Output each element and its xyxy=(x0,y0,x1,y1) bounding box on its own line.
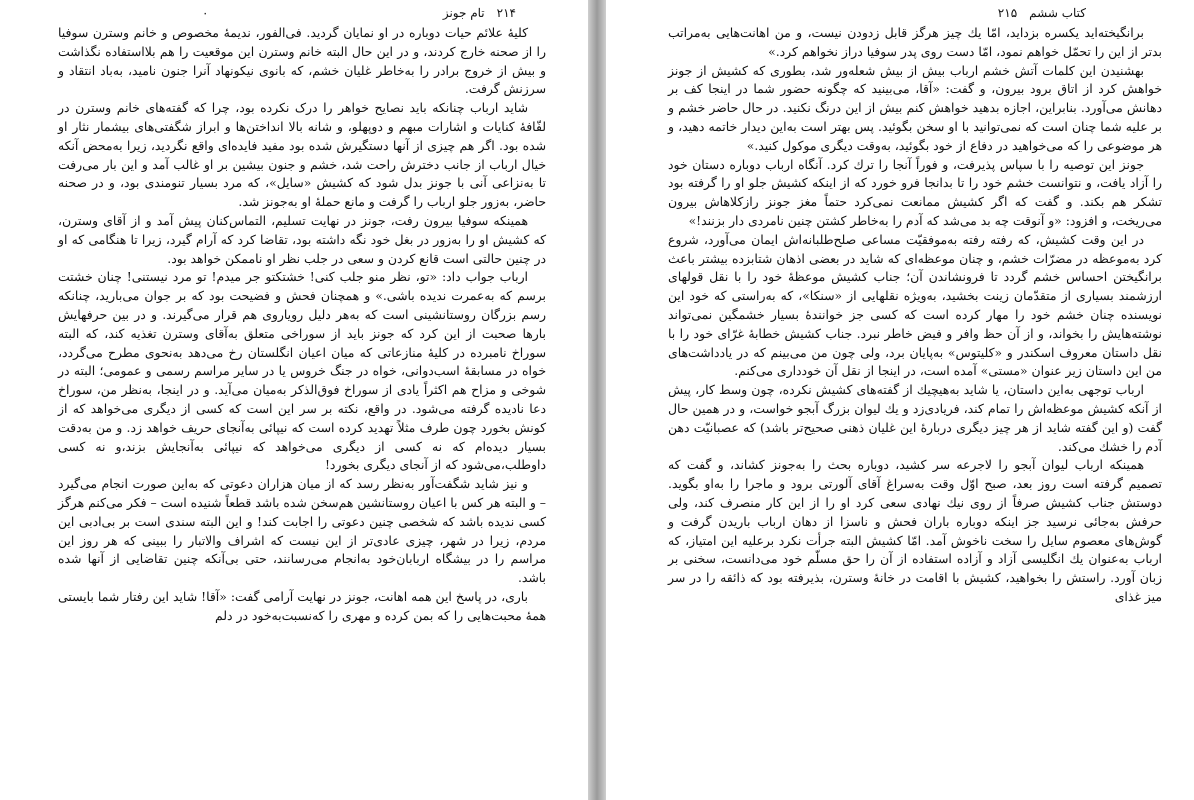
paragraph: باری، در پاسخ این همه اهانت، جونز در نهایت آرامی گفت: «آقا! شاید این رفتار شما بایستی همهٔ محبت‌هایی را که بمن کرده و مهری را که‌نسبت‌به‌خود در دلم xyxy=(58,588,546,623)
left-page-text xyxy=(58,24,546,626)
right-page xyxy=(606,0,1194,800)
right-page-number: ۲۱۵ xyxy=(997,6,1018,20)
paragraph: شاید ارباب چنانکه باید نصایح خواهر را درک نکرده بود، چرا که گفته‌های خانم وسترن در لفّافهٔ کنایات و اشارات مبهم و دوپهلو، و شانه بالا انداختن‌ها و ابراز شگفتی‌های بیشمار نثار او شده بود. اگر هم چیزی از آنها دستگیرش شده بود مفید فایده‌ای واقع نگردید، زیرا به‌محض آنکه خیال ارباب از جانب دخترش راحت شد، خشم و جنون بیشین بر او غالب آمد و این بار می‌رفت تا به‌نزاعی آنی با جونز بدل شود که کشیش «سایل»، که مرد بسیار تنومندی بود، و در صحنه حاضر، به‌زور جلو ارباب را گرفت و مانع حملهٔ او به‌جونز شد. xyxy=(58,100,546,210)
paragraph: و نیز شاید شگفت‌آور به‌نظر رسد که از میان هزاران دعوتی که به‌این صورت انجام می‌گیرد – و البته هر کس با اعیان روستانشین هم‌سخن شده باشد قطعاً شنیده است – فکر می‌کنم هرگز کسی ندیده باشد که شخصی چنین دعوتی را اجابت کند! و این البته سندی است بر بی‌ادبی این مردم، زیرا در شهر، چیزی عادی‌تر از این نیست که اشراف والاتبار را ببینی که هر روز این مراسم را در بیشگاه اربابان‌خود به‌انجام می‌رسانند، حتی بی‌آنکه چنین تقاضایی از آنها شده باشد. xyxy=(58,476,546,586)
book-gutter xyxy=(588,0,606,800)
left-page xyxy=(0,0,588,800)
paragraph: همینکه ارباب لیوان آبجو را لاجرعه سر کشید، دوباره بحث را به‌جونز کشاند، و گفت که تصمیم گرفته است روز بعد، صبح اوّل وقت به‌سراغ آقای آلورتی برود و ماجرا را به‌او بگوید. دوستش جناب کشیش صرفاً از روی نیك نهادی سعی کرد او را از این کار منصرف کند، ولی حرفش به‌جائی نرسید جز اینکه دوباره باران فحش و ناسزا از دهان ارباب باریدن گرفت و گوش‌های معصوم سایل را سخت ناخوش آمد. امّا کشیش البته جرأت نکرد برعلیه این امتیاز، که ارباب به‌عنوان یك انگلیسی آزاد و آزاده استفاده از آن را حق مسلّم خود می‌دانست، سخنی بر زبان آورد. راستش را بخواهید، کشیش با اقامت در خانهٔ وسترن، بذیرفته بود که ذائقه را در سر میز غذای xyxy=(668,457,1162,604)
left-page-number: ۲۱۴ xyxy=(496,6,516,20)
paragraph: ارباب جواب داد: «تو، نظر منو جلب کنی! خشتکتو جر میدم! تو مرد نیستنی! چنان خشتت برسم که به‌عمرت ندیده باشی.» و همچنان فحش و فضیحت بود که بر جوان می‌بارید، چنانکه رسم بزرگان روستانشینی است که به‌هر دلیل رویاروی هم قرار می‌گیرند. و در بین حرفهایش بارها صحبت از این کرد که جونز باید از سوراخی متعلق به‌آقای وسترن تغذیه کند، که البته سوراخ نامبرده در کلیهٔ منازعاتی که میان اعیان انگلستان رخ می‌دهد به‌نحوی مطرح می‌گردد، خواه در مسابقهٔ اسب‌دوانی، خواه در جنگ خروس یا در سایر مراسم رسمی و عمومی؛ البته در شوخی و مزاح هم اکثراً یادی از سوراخ فوق‌الذکر به‌میان می‌آید. و در اینجا، به‌نظر من، سوراخ دعا نادیده گرفته می‌شود. در واقع، نکته بر سر این است که کسی از دیگری می‌خواهد که از کونش بخورد چون طرف مثلاً تهدید کرده است که نیپائی به‌آنجای حریف خواهد زد. و من به‌دقت بسیار دیده‌ام که نه کسی از دیگری می‌خواهد که نیپائی به‌آنجایش بزند،و نه کسی داوطلب،می‌شود که از آنجای دیگری بخورد! xyxy=(58,269,546,473)
paragraph: ارباب توجهی به‌این داستان، یا شاید به‌هیچیك از گفته‌های کشیش نکرده، چون وسط کار، پیش از آنکه کشیش موعظه‌اش را تمام کند، فریادی‌زد و یك لیوان بزرگ آبجو خواست، و در همین حال گفت (و این گفته شاید از هر چیز دیگری دربارهٔ این غلیان ذهنی صحیح‌تر باشد) که عصبانیّت دهن آدم را خشك می‌كند. xyxy=(668,382,1162,454)
paragraph: جونز این توصیه را با سپاس پذیرفت، و فوراً آنجا را ترك كرد. آنگاه ارباب دوباره دستان خود را آزاد یافت، و نتوانست خشم خود را تا بدانجا فرو خورد که از اینکه کشیش جلو او را گرفته بود تشکر هم بکند. و گفت که اگر کشیش ممانعت نمی‌کرد حتماً مغز جونز رازکلاهاش بیرون می‌ریخت، و افزود: «و آنوقت چه بد می‌شد که آدم را به‌خاطر کشتن چنین نامردی دار بزنند!» xyxy=(668,156,1162,228)
stray-mark: ۰ xyxy=(202,6,209,20)
right-running-head xyxy=(998,2,1086,24)
right-running-title: کتاب ششم xyxy=(1029,6,1086,20)
paragraph: در این وقت کشیش، که رفته رفته به‌موفقیّت مساعی صلح‌طلبانه‌اش ایمان می‌آورد، شروع کرد به‌موعظه در مضرّات خشم، و چنان موعظه‌ای که شاید در بعضی اذهان شتابزده بیشتر باعث برانگیختن احساس خشم گردد تا فرونشاندن آن؛ جناب کشیش موعظهٔ خود را با نقل قولهای ارزشمند بسیاری از متقدّمان زینت بخشید، به‌ویژه نقلهایی از «سنکا»، که به‌راستی که خود این نویسنده چنان خشم خود را مهار کرده است که کسی جز خوانندهٔ بسیار خشمگین نمی‌تواند نوشته‌هایش را بخواند، و از آن حظ وافر و فیض خاطر نبرد. جناب کشیش خطابهٔ غرّای خود را با نقل داستان معروف اسکندر و «کلیتوس» به‌پایان برد، ولی چون من می‌بینم که در یادداشت‌های من این داستان زیر عنوان «مستی» آمده است، در اینجا از نقل آن خودداری می‌کنم. xyxy=(668,231,1162,379)
paragraph: همینکه سوفیا بیرون رفت، جونز در نهایت تسلیم، التماس‌کنان پیش آمد و از آقای وسترن، که کشیش او را به‌زور در بغل خود نگه داشته بود، تقاضا کرد که آرام گیرد، زیرا تا هنگامی که او در چنین حالتی است قانع کردن و سعی در جلب نظر او ناممکن خواهد بود. xyxy=(58,212,546,266)
paragraph: بهشنیدن این کلمات آتش خشم ارباب بیش از بیش شعله‌ور شد، بطوری که کشیش از جونز خواهش کرد از اتاق برود بیرون، و گفت: «آقا، می‌بینید که چگونه حضور شما در اینجا کف بر دهانش می‌آورد. بنابراین، اجازه بدهید خواهش کنم بیش از این درنگ نکنید. در حال حاضر خشم و بر علیه شما چنان است که نمی‌توانید با او سخن بگوئید. پس بهتر است به‌این دیدار خاتمه دهید، و هر موضوعی را که می‌خواهید در دفاع از خود بگوئید، به‌وقت دیگری موکول کنید.» xyxy=(668,62,1162,153)
left-running-head xyxy=(443,2,516,24)
left-running-title: تام جونز xyxy=(442,6,485,20)
right-page-text xyxy=(668,24,1162,607)
paragraph: کلیهٔ علائم حیات دوباره در او نمایان گردید. فی‌الفور، ندیمهٔ مخصوص و خانم وسترن سوفیا را از صحنه خارج کردند، و در این حال البته خانم وسترن این موقعیت را هم بلااستفاده نگذاشت و بیش از خروج برادر را به‌خاطر غلیان خشم، که بانوی نیکونهاد آنرا جنون نامید، به‌باد انتقاد و سرزنش گرفت. xyxy=(58,25,546,97)
paragraph: برانگیخته‌اید یکسره بزداید، امّا یك چیز هرگز قابل زدودن نیست، و من اهانت‌هایی به‌مراتب بدتر از این را تحمّل خواهم نمود، امّا دست روی پدر سوفیا دراز نخواهم کرد.» xyxy=(668,25,1162,59)
